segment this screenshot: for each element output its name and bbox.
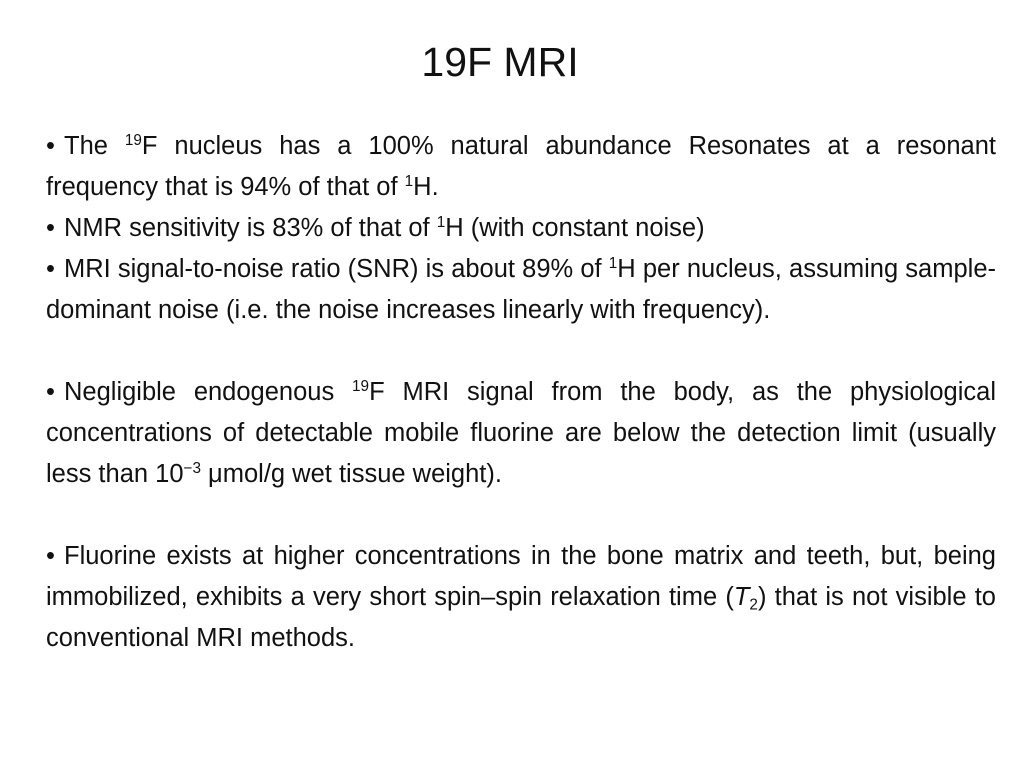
bullet-text: F MRI signal from the body, as the physiological concentrations of detectable mobile fluorine are below the detection limit (usually less than 10 bbox=[46, 378, 996, 488]
bullet-text: Fluorine exists at higher concentrations in the bone matrix and teeth, but, being immobilized, exhibits a very short spin–spin relaxation time ( bbox=[46, 542, 996, 611]
italic-symbol: T bbox=[733, 583, 750, 611]
bullet-marker: • bbox=[46, 214, 55, 242]
bullet-marker: • bbox=[46, 378, 55, 406]
superscript: −3 bbox=[183, 459, 201, 477]
bullet-text: F nucleus has a 100% natural abundance Resonates at a resonant frequency that is 94% of that of bbox=[46, 132, 996, 201]
bullet-text: The bbox=[64, 132, 125, 160]
superscript: 19 bbox=[124, 131, 142, 149]
bullet-marker: • bbox=[46, 542, 55, 570]
bullet-text: H (with constant noise) bbox=[445, 214, 705, 242]
bullet-text: ) that is not visible to conventional MRI methods. bbox=[46, 583, 996, 652]
bullet-text: H. bbox=[413, 173, 439, 201]
superscript: 1 bbox=[608, 254, 618, 272]
slide-content bbox=[46, 126, 996, 659]
bullet-text: μmol/g wet tissue weight). bbox=[200, 460, 502, 488]
spacer bbox=[46, 495, 996, 536]
bullet-text: MRI signal-to-noise ratio (SNR) is about 89% of bbox=[64, 255, 609, 283]
bullet-4 bbox=[46, 372, 996, 495]
bullet-text: Negligible endogenous bbox=[64, 378, 353, 406]
bullet-text: NMR sensitivity is 83% of that of bbox=[64, 214, 437, 242]
bullet-marker: • bbox=[46, 132, 55, 160]
spacer bbox=[46, 331, 996, 372]
superscript: 19 bbox=[352, 377, 370, 395]
superscript: 1 bbox=[436, 213, 446, 231]
bullet-3 bbox=[46, 249, 996, 331]
slide-title: 19F MRI bbox=[421, 39, 579, 85]
bullet-text: H per nucleus, assuming sample-dominant noise (i.e. the noise increases linearly with frequency). bbox=[46, 255, 996, 324]
superscript: 1 bbox=[404, 172, 414, 190]
bullet-5 bbox=[46, 536, 996, 659]
bullet-1 bbox=[46, 126, 996, 208]
subscript: 2 bbox=[749, 596, 758, 614]
bullet-marker: • bbox=[46, 255, 55, 283]
bullet-2 bbox=[46, 208, 996, 249]
